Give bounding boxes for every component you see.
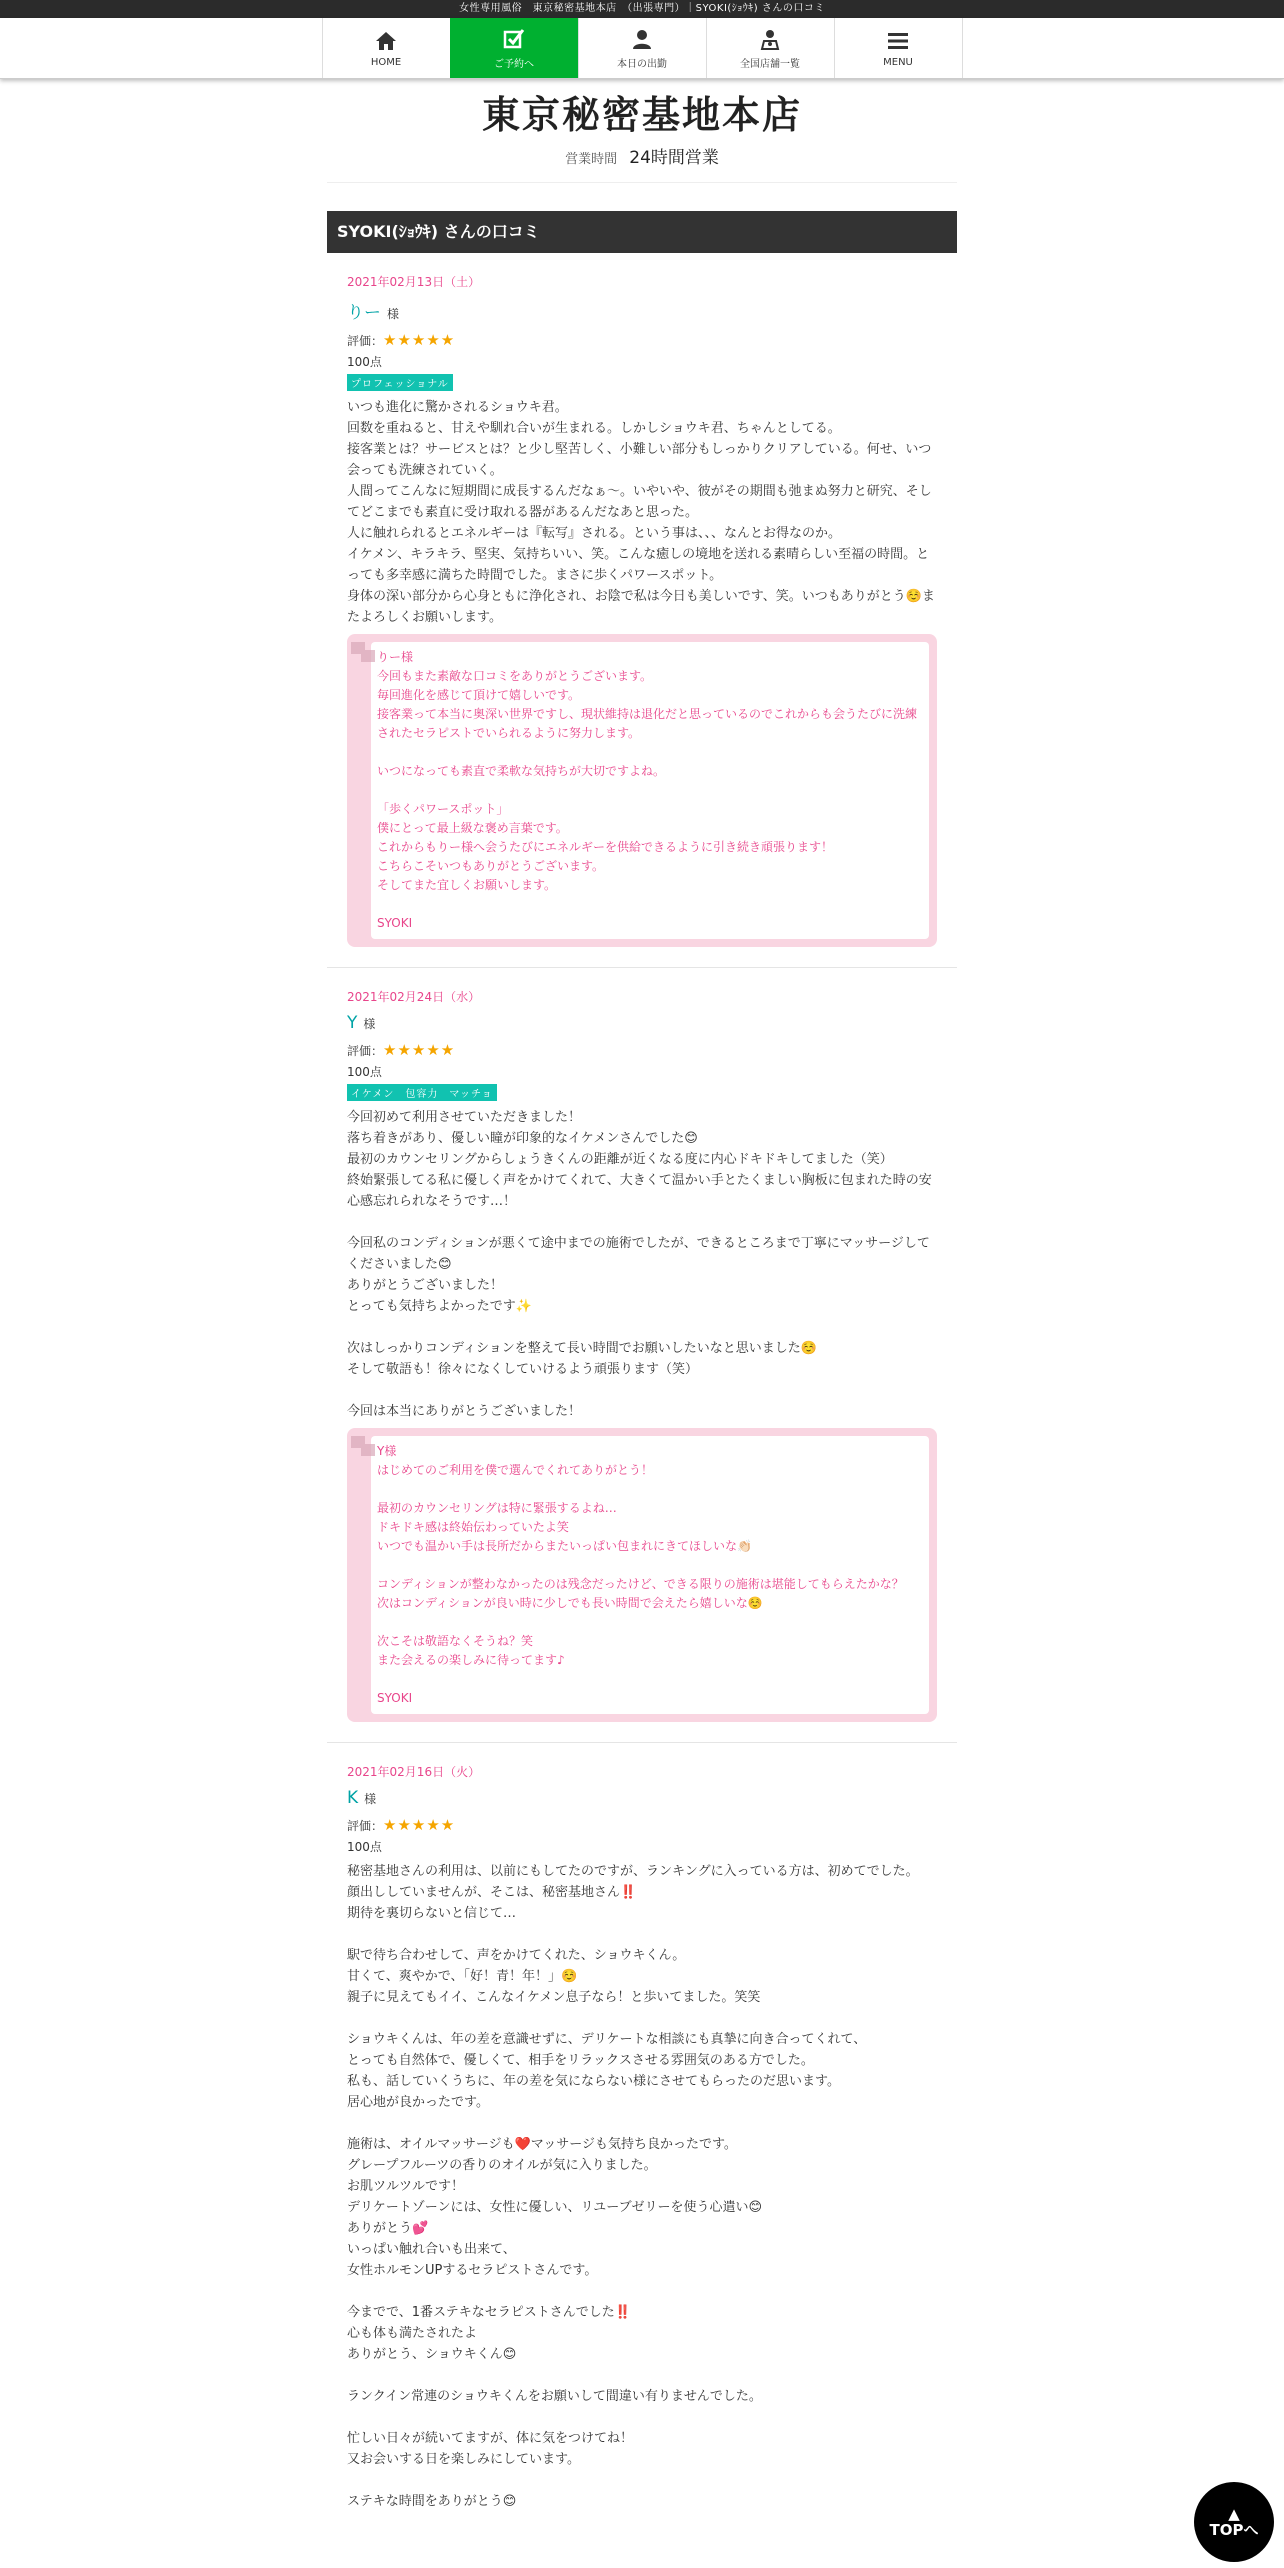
top-info-bar: 女性専用風俗 東京秘密基地本店 （出張専門）｜SYOKI(ｼｮｳｷ) さんの口コミ [0, 0, 1284, 18]
rating-label: 評価： [347, 1044, 384, 1058]
rating [347, 1041, 937, 1059]
reviewer-name [347, 1013, 937, 1033]
review-separator [327, 1742, 957, 1743]
header-divider [327, 182, 957, 183]
review-date: 2021年02月24日（水） [347, 990, 481, 1004]
review-body: 秘密基地さんの利用は、以前にもしてたのですが、ランキングに入っている方は、初めてでした。 顔出ししていませんが、そこは、秘密基地さん‼️ 期待を裏切らないと信じて… 駅で待ち合わせして、声をかけてくれた、ショウキくん。 甘くて、爽やかで、「好！青！年！」☺️ 親子に見えてもイイ、こんなイケメン息子なら！と歩いてました。笑笑 ショウキくんは、年の差を意識せずに、デリケートな相談にも真摯に向き合ってくれて、 とっても自然体で、優しくて、相手をリラックスさせる雰囲気のある方でした。 私も、話していくうちに、年の差を気にならない様にさせてもらったのだ思います。 居心地が良かったです。 施術は、オイルマッサージも❤️マッサージも気持ち良かったです。 グレープフルーツの香りのオイルが気に入りました。 お肌ツルツルです！ デリケートゾーンには、女性に優しい、リユーブゼリーを使う心遣い😊 ありがとう💕 いっぱい触れ合いも出来て、 女性ホルモンUPするセラピストさんです。 今までで、1番ステキなセラピストさんでした‼️ 心も体も満たされたよ ありがとう、ショウキくん😊 ランクイン常連のショウキくんをお願いして間違い有りませんでした。 忙しい日々が続いてますが、体に気をつけてね！ 又お会いする日を楽しみにしています。 ステキな時間をありがとう😊 [347, 1864, 919, 2509]
review-item [327, 988, 957, 1722]
nav-today-label: 本日の出勤 [617, 58, 667, 70]
shop-name: 東京秘密基地本店 [481, 92, 802, 137]
reply-text: Y様 はじめてのご利用を僕で選んでくれてありがとう！ 最初のカウンセリングは特に緊張するよね… ドキドキ感は終始伝わっていたよ笑 いつでも温かい手は長所だからまたいっぱい包まれにきてほしいな👏🏻 コンディションが整わなかったのは残念だったけど、できる限りの施術は堪能してもらえたかな？ 次はコンディションが良い時に少しでも長い時間で会えたら嬉しいな☺️ 次こそは敬語なくそうね？笑 また会えるの楽しみに待ってます♪ SYOKI [371, 1436, 929, 1714]
nav-home[interactable] [322, 18, 450, 78]
nav-menu[interactable] [834, 18, 963, 78]
review-date: 2021年02月16日（火） [347, 1765, 481, 1779]
review-item [327, 1763, 957, 2512]
therapist-reply [347, 634, 937, 947]
review-body: 今回初めて利用させていただきました！ 落ち着きがあり、優しい瞳が印象的なイケメンさんでした😊 最初のカウンセリングからしょうきくんの距離が近くなる度に内心ドキドキしてました（笑） 終始緊張してる私に優しく声をかけてくれて、大きくて温かい手とたくましい胸板に包まれた時の安心感忘れられなそうです…！ 今回私のコンディションが悪くて途中までの施術でしたが、できるところまで丁寧にマッサージしてくださいました😊 ありがとうございました！ とっても気持ちよかったです✨ 次はしっかりコンディションを整えて長い時間でお願いしたいなと思いました☺️ そして敬語も！徐々になくしていけるよう頑張ります（笑） 今回は本当にありがとうございました！ [347, 1110, 932, 1419]
rating [347, 331, 937, 349]
checkbox-icon [502, 27, 526, 51]
back-to-top-button[interactable] [1194, 2482, 1274, 2562]
nav-shops[interactable] [706, 18, 834, 78]
reviewer-name [347, 1788, 937, 1808]
rating-stars: ★★★★★ [383, 331, 456, 349]
nav-menu-label: MENU [883, 56, 913, 68]
therapist-reply [347, 1428, 937, 1722]
reply-text: りー様 今回もまた素敵な口コミをありがとうございます。 毎回進化を感じて頂けて嬉しいです。 接客業って本当に奥深い世界ですし、現状維持は退化だと思っているのでこれからも会うたびに洗練されたセラピストでいられるように努力します。 いつになっても素直で柔軟な気持ちが大切ですよね。 「歩くパワースポット」 僕にとって最上級な褒め言葉です。 これからもりー様へ会うたびにエネルギーを供給できるように引き続き頑張ります！ こちらこそいつもありがとうございます。 そしてまた宜しくお願いします。 SYOKI [371, 642, 929, 939]
nav-shops-label: 全国店舗一覧 [740, 58, 800, 70]
review-tag: イケメン 包容力 マッチョ [347, 1084, 497, 1101]
review-container [327, 182, 957, 2512]
reply-arrow-icon [349, 1434, 377, 1460]
main-nav [0, 18, 1284, 79]
score: 100点 [347, 1840, 382, 1854]
person-icon [630, 27, 654, 51]
hamburger-icon [886, 29, 910, 53]
up-arrow-icon: ▲ [1228, 2505, 1240, 2523]
rating-stars: ★★★★★ [383, 1816, 456, 1834]
shop-header [0, 79, 1284, 168]
reviewer-name [347, 298, 937, 323]
section-title: SYOKI(ｼｮｳｷ) さんの口コミ [327, 211, 957, 253]
back-to-top-label: TOPへ [1209, 2521, 1259, 2539]
review-date: 2021年02月13日（土） [347, 275, 481, 289]
review-separator [327, 967, 957, 968]
honorific: 様 [363, 1017, 376, 1031]
reviewer-nickname: K [347, 1788, 359, 1808]
nav-today[interactable] [578, 18, 706, 78]
rating-label: 評価： [347, 334, 384, 348]
reviewer-nickname: りー [347, 303, 381, 323]
hours-value: 24時間営業 [629, 148, 719, 168]
score: 100点 [347, 355, 382, 369]
honorific: 様 [387, 307, 400, 321]
nav-home-label: HOME [370, 56, 402, 68]
business-hours [0, 143, 1284, 168]
nav-reserve-label: ご予約へ [494, 58, 534, 70]
review-item [327, 273, 957, 947]
nav-reserve[interactable] [450, 18, 578, 78]
shop-icon [758, 27, 782, 51]
rating [347, 1816, 937, 1834]
review-tag: プロフェッショナル [347, 374, 453, 391]
rating-stars: ★★★★★ [383, 1041, 456, 1059]
hours-label: 営業時間 [565, 152, 618, 167]
reviewer-nickname: Y [347, 1013, 358, 1033]
score: 100点 [347, 1065, 382, 1079]
reply-arrow-icon [349, 640, 377, 666]
home-icon [374, 29, 398, 53]
review-body: いつも進化に驚かされるショウキ君。 回数を重ねると、甘えや馴れ合いが生まれる。しかしショウキ君、ちゃんとしてる。 接客業とは？サービスとは？と少し堅苦しく、小難しい部分もしっかりクリアしている。何せ、いつ会っても洗練されていく。 人間ってこんなに短期間に成長するんだなぁ〜。いやいや、彼がその期間も弛まぬ努力と研究、そしてどこまでも素直に受け取れる器があるんだなあと思った。 人に触れられるとエネルギーは『転写』される。という事は、、、なんとお得なのか。 イケメン、キラキラ、堅実、気持ちいい、笑。こんな癒しの境地を送れる素晴らしい至福の時間。とっても多幸感に満ちた時間でした。まさに歩くパワースポット。 身体の深い部分から心身ともに浄化され、お陰で私は今日も美しいです、笑。いつもありがとう☺️またよろしくお願いします。 [347, 400, 935, 625]
honorific: 様 [364, 1792, 377, 1806]
rating-label: 評価： [347, 1819, 384, 1833]
